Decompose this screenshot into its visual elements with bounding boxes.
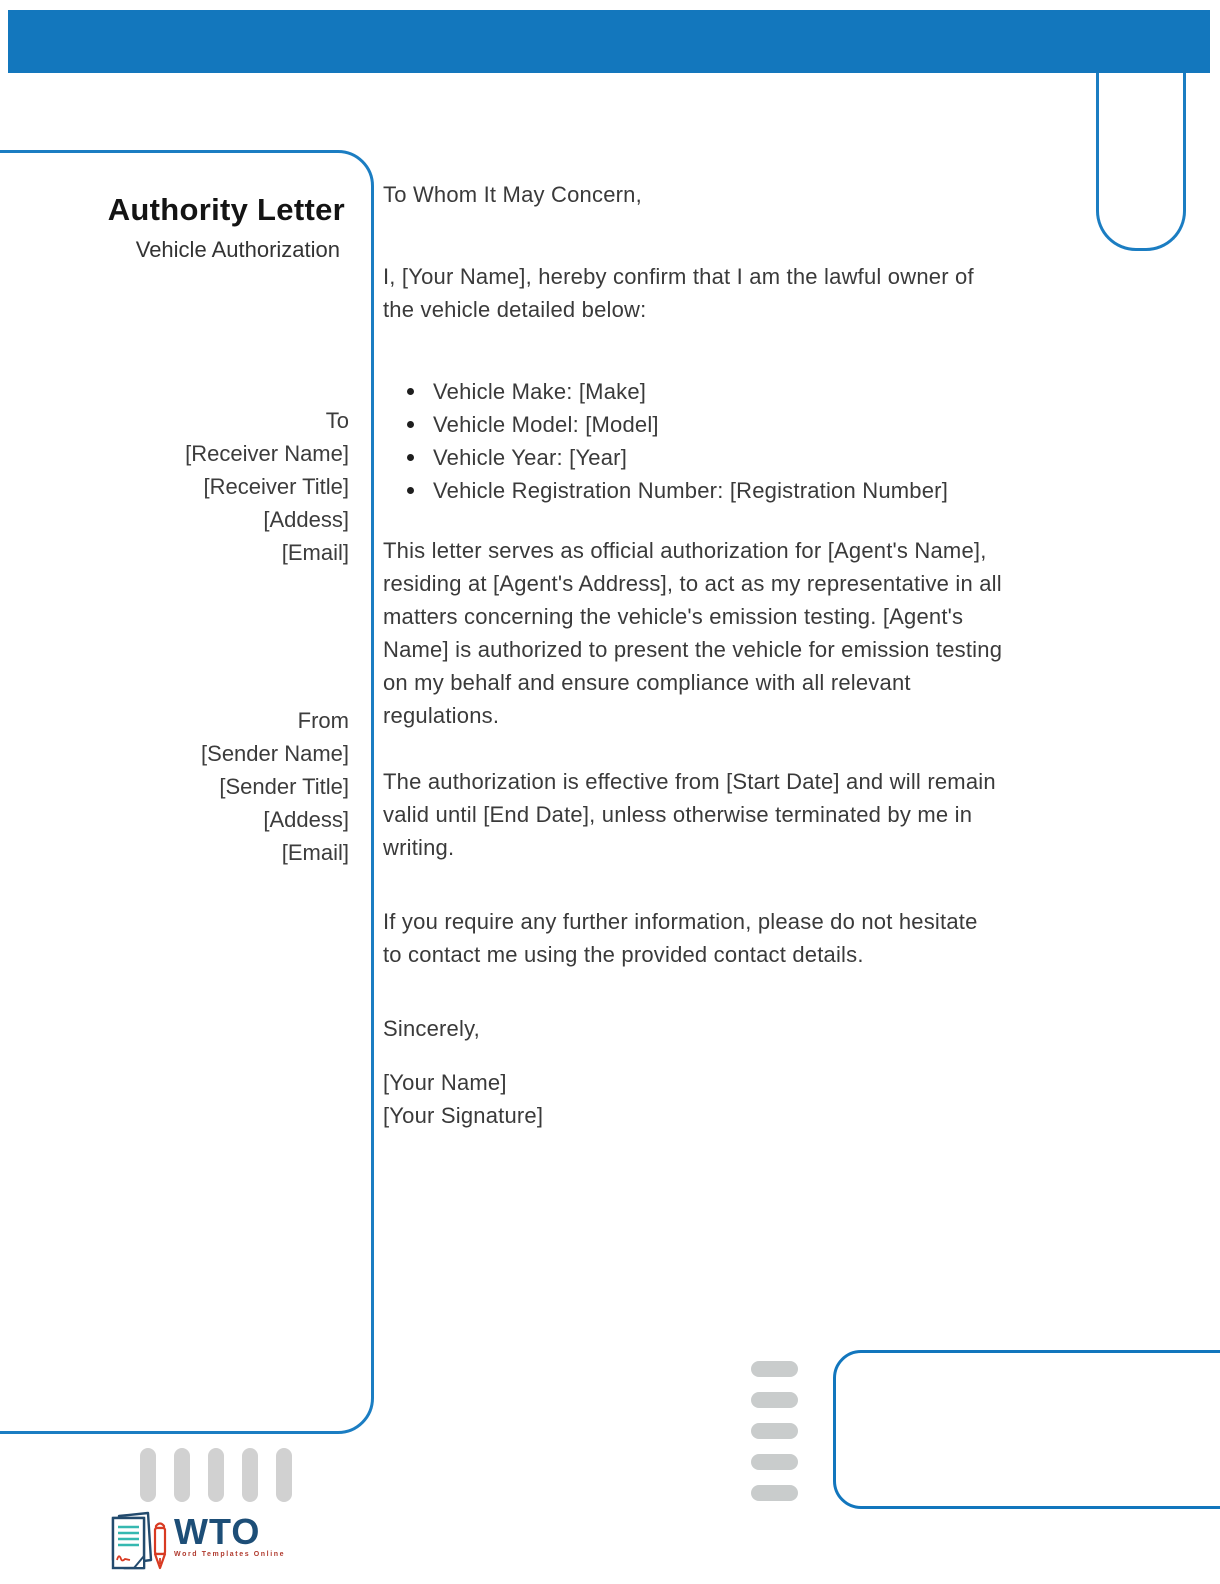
document-pen-icon [104, 1510, 172, 1576]
header-bar [8, 10, 1210, 73]
authorization-paragraph: This letter serves as official authorization for [Agent's Name], residing at [Agent's Address], to act as my representative in all matters concerning the vehicle's emission testing. [Agent's Name] is authorized to present the vehicle for emission testing on my behalf and ensure compliance with all relevant regulations. [383, 538, 1003, 728]
logo-acronym: WTO [174, 1511, 261, 1552]
bullet-icon [407, 388, 414, 395]
signature-name: [Your Name] [383, 1070, 507, 1095]
validity-paragraph: The authorization is effective from [Start Date] and will remain valid until [End Date], unless otherwise terminated by me in writing. [383, 769, 996, 860]
list-item: Vehicle Year: [Year] [383, 441, 1095, 474]
salutation: To Whom It May Concern, [383, 182, 642, 207]
decor-pill [751, 1485, 798, 1501]
signature-line: [Your Signature] [383, 1103, 544, 1128]
decor-pill [751, 1454, 798, 1470]
bullet-icon [407, 421, 414, 428]
sender-name: [Sender Name] [201, 741, 349, 766]
decor-pill [208, 1448, 224, 1502]
letter-body [383, 178, 1095, 1132]
header-tab-decoration [1096, 72, 1186, 251]
signature-block [383, 1066, 1095, 1132]
decor-pill [751, 1361, 798, 1377]
vertical-pills-decoration [140, 1448, 292, 1502]
intro-paragraph: I, [Your Name], hereby confirm that I am the lawful owner of the vehicle detailed below: [383, 264, 974, 322]
bullet-icon [407, 454, 414, 461]
contact-paragraph: If you require any further information, please do not hesitate to contact me using the provided contact details. [383, 909, 978, 967]
decor-pill [174, 1448, 190, 1502]
recipient-name: [Receiver Name] [185, 441, 349, 466]
closing: Sincerely, [383, 1016, 480, 1041]
decor-pill [242, 1448, 258, 1502]
page-subtitle: Vehicle Authorization [135, 237, 340, 262]
sender-block [201, 704, 349, 869]
page-title: Authority Letter [107, 192, 345, 227]
logo-tagline: Word Templates Online [174, 1551, 286, 1558]
decor-pill [140, 1448, 156, 1502]
recipient-block [185, 404, 349, 569]
recipient-address: [Addess] [263, 507, 349, 532]
bullet-icon [407, 487, 414, 494]
decor-pill [276, 1448, 292, 1502]
recipient-email: [Email] [281, 540, 349, 565]
sidebar-panel [0, 150, 374, 1434]
list-item: Vehicle Make: [Make] [383, 375, 1095, 408]
list-item: Vehicle Model: [Model] [383, 408, 1095, 441]
recipient-title: [Receiver Title] [203, 474, 349, 499]
list-item: Vehicle Registration Number: [Registration Number] [383, 474, 1095, 507]
decor-pill [751, 1423, 798, 1439]
bottom-right-box-decoration [833, 1350, 1220, 1509]
logo-text [174, 1511, 286, 1558]
recipient-label: To [325, 408, 349, 433]
sender-email: [Email] [281, 840, 349, 865]
sender-title: [Sender Title] [219, 774, 349, 799]
vehicle-details-list [383, 375, 1095, 507]
sender-address: [Addess] [263, 807, 349, 832]
decor-pill [751, 1392, 798, 1408]
sender-label: From [297, 708, 349, 733]
horizontal-pills-decoration [751, 1361, 798, 1501]
wto-logo [104, 1510, 285, 1576]
